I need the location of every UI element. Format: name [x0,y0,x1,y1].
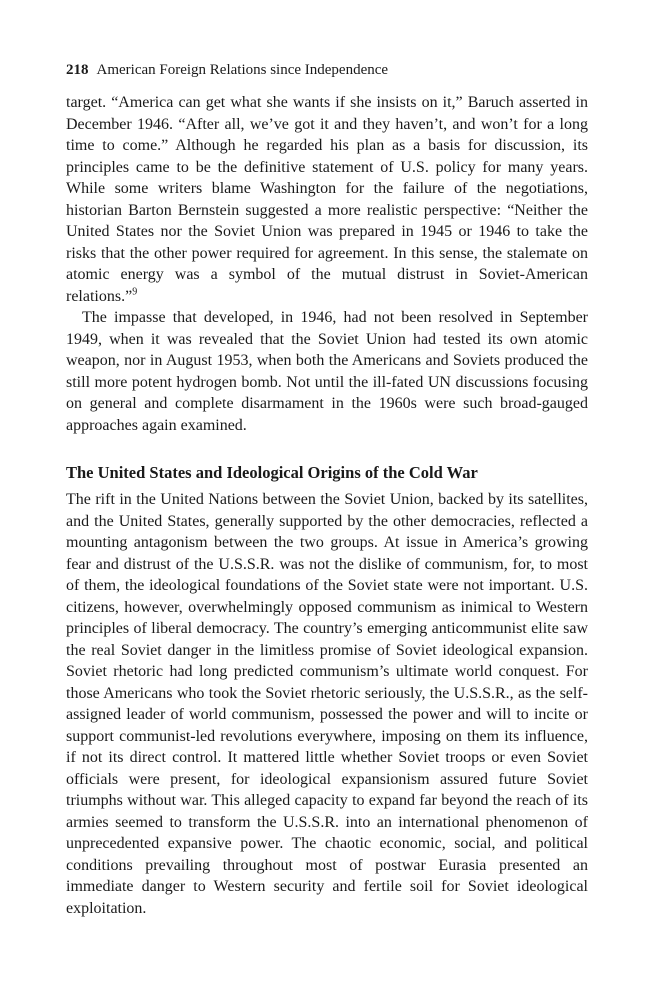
page-number: 218 [66,62,89,78]
body-paragraph: The impasse that developed, in 1946, had not been resolved in September 1949, when it was revealed that the Soviet Union had tested its own atomic weapon, nor in August 1953, when both the Americans and Soviets produced the still more potent hydrogen bomb. Not until the ill-fated UN discussions focusing on general and complete disarmament in the 1960s were such broad-gauged approaches again examined. [66,309,588,434]
footnote-marker: 9 [132,286,138,298]
running-head [66,60,588,80]
section-heading: The United States and Ideological Origins of the Cold War [66,463,478,482]
paragraph-text: target. “America can get what she wants if she insists on it,” Baruch asserted in December 1946. “After all, we’ve got it and they haven’t, and won’t for a long time to come.” Although he regarded his plan as a basis for discussion, its principles came to be the definitive statement of U.S. policy for many years. While some writers blame Washington for the failure of the negotiations, historian Barton Bernstein suggested a more realistic perspective: “Neither the United States nor the Soviet Union was prepared in 1945 or 1946 to take the risks that the other power required for agreement. In this sense, the stalemate on atomic energy was a symbol of the mutual distrust in Soviet-American relations.” [66,94,588,305]
book-page [66,60,588,919]
section-paragraph: The rift in the United Nations between the Soviet Union, backed by its satellites, and the United States, generally supported by the other democracies, reflected a mounting antagonism between the two groups. At issue in America’s growing fear and distrust of the U.S.S.R. was not the dislike of communism, for, to most of them, the ideological foundations of the Soviet state were not important. U.S. citizens, however, overwhelmingly opposed communism as inimical to Western principles of liberal democracy. The country’s emerging anticommunist elite saw the real Soviet danger in the limitless promise of Soviet ideological expansion. Soviet rhetoric had long predicted communism’s ultimate world conquest. For those Americans who took the Soviet rhetoric seriously, the U.S.S.R., as the self-assigned leader of world communism, possessed the power and will to incite or support communist-led revolutions everywhere, imposing on them its influence, if not its direct control. It mattered little whether Soviet troops or even Soviet officials were present, for ideological expansionism assured future Soviet triumphs without war. This alleged capacity to expand far beyond the reach of its armies seemed to transform the U.S.S.R. into an international phenomenon of unprecedented expansive power. The chaotic economic, social, and political conditions prevailing throughout most of postwar Eurasia presented an immediate danger to Western security and fertile soil for Soviet ideological exploitation. [66,491,588,917]
running-head-title: American Foreign Relations since Independence [96,62,389,78]
body-paragraph-continued [66,92,588,307]
